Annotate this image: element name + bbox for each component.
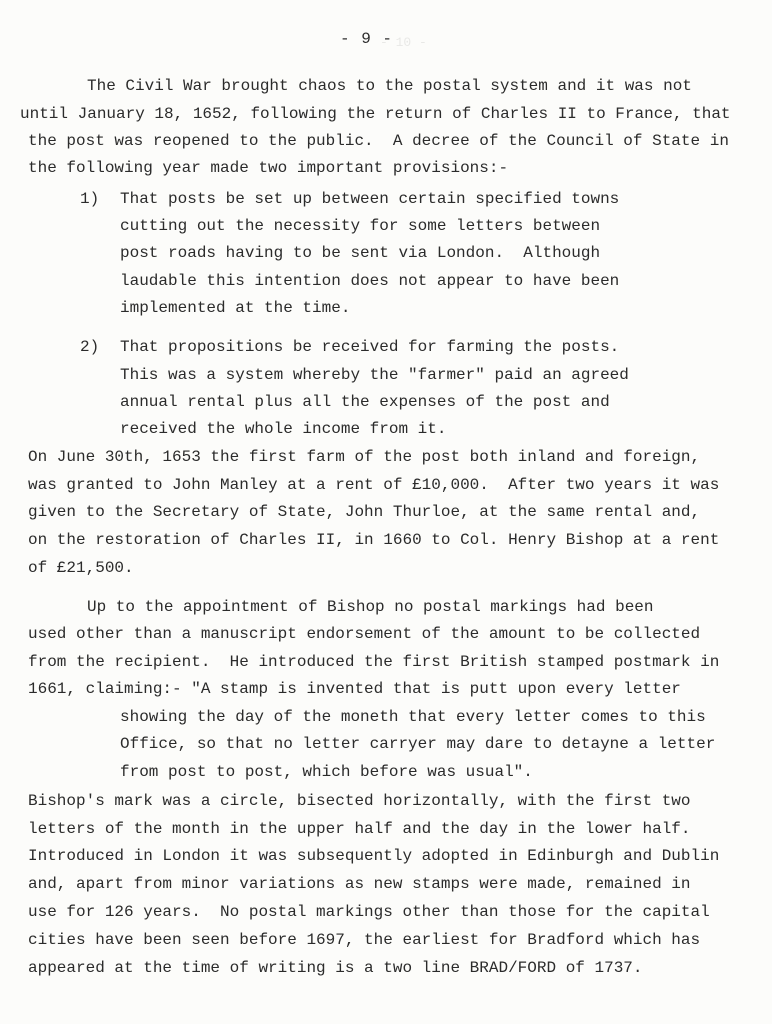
quote-line-2: Office, so that no letter carryer may dare to detayne a letter	[120, 735, 716, 753]
page-number: - 9 -	[340, 30, 394, 48]
paragraph-1-line-2: until January 18, 1652, following the return of Charles II to France, that	[20, 105, 731, 123]
list-item-2-line-1: That propositions be received for farming the posts.	[120, 338, 620, 356]
paragraph-4-line-5: use for 126 years. No postal markings other than those for the capital	[28, 903, 710, 921]
paragraph-1-line-3: the post was reopened to the public. A decree of the Council of State in	[28, 132, 729, 150]
paragraph-4-line-6: cities have been seen before 1697, the earliest for Bradford which has	[28, 931, 701, 949]
paragraph-3-line-4: 1661, claiming:- "A stamp is invented that is putt upon every letter	[28, 680, 681, 698]
list-item-1-line-2: cutting out the necessity for some letters between	[120, 217, 601, 235]
list-item-1-line-3: post roads having to be sent via London. Although	[120, 244, 601, 262]
paragraph-3-line-2: used other than a manuscript endorsement of the amount to be collected	[28, 625, 701, 643]
paragraph-4-line-4: and, apart from minor variations as new stamps were made, remained in	[28, 875, 691, 893]
list-item-2-line-4: received the whole income from it.	[120, 420, 447, 438]
list-item-1-line-1: That posts be set up between certain specified towns	[120, 190, 620, 208]
paragraph-2-line-3: given to the Secretary of State, John Thurloe, at the same rental and,	[28, 503, 701, 521]
list-item-2-marker: 2)	[80, 338, 100, 356]
quote-line-1: showing the day of the moneth that every letter comes to this	[120, 708, 706, 726]
paragraph-2-line-4: on the restoration of Charles II, in 1660 to Col. Henry Bishop at a rent	[28, 531, 720, 549]
list-item-1-line-4: laudable this intention does not appear to have been	[120, 272, 620, 290]
paragraph-2-line-1: On June 30th, 1653 the first farm of the post both inland and foreign,	[28, 448, 701, 466]
paragraph-4-line-2: letters of the month in the upper half and the day in the lower half.	[28, 820, 691, 838]
quote-line-3: from post to post, which before was usual".	[120, 763, 533, 781]
paragraph-4-line-1: Bishop's mark was a circle, bisected horizontally, with the first two	[28, 792, 691, 810]
paragraph-2-line-2: was granted to John Manley at a rent of £10,000. After two years it was	[28, 476, 720, 494]
list-item-2-line-3: annual rental plus all the expenses of the post and	[120, 393, 610, 411]
paragraph-3-line-1: Up to the appointment of Bishop no postal markings had been	[87, 598, 654, 616]
paragraph-2-line-5: of £21,500.	[28, 559, 134, 577]
bleed-through-page-number: - 10 -	[380, 35, 427, 50]
paragraph-1-line-1: The Civil War brought chaos to the postal system and it was not	[87, 77, 692, 95]
paragraph-4-line-3: Introduced in London it was subsequently adopted in Edinburgh and Dublin	[28, 847, 720, 865]
list-item-2-line-2: This was a system whereby the "farmer" paid an agreed	[120, 366, 629, 384]
paragraph-1-line-4: the following year made two important provisions:-	[28, 159, 509, 177]
list-item-1-line-5: implemented at the time.	[120, 299, 351, 317]
paragraph-3-line-3: from the recipient. He introduced the first British stamped postmark in	[28, 653, 720, 671]
list-item-1-marker: 1)	[80, 190, 100, 208]
paragraph-4-line-7: appeared at the time of writing is a two line BRAD/FORD of 1737.	[28, 959, 643, 977]
